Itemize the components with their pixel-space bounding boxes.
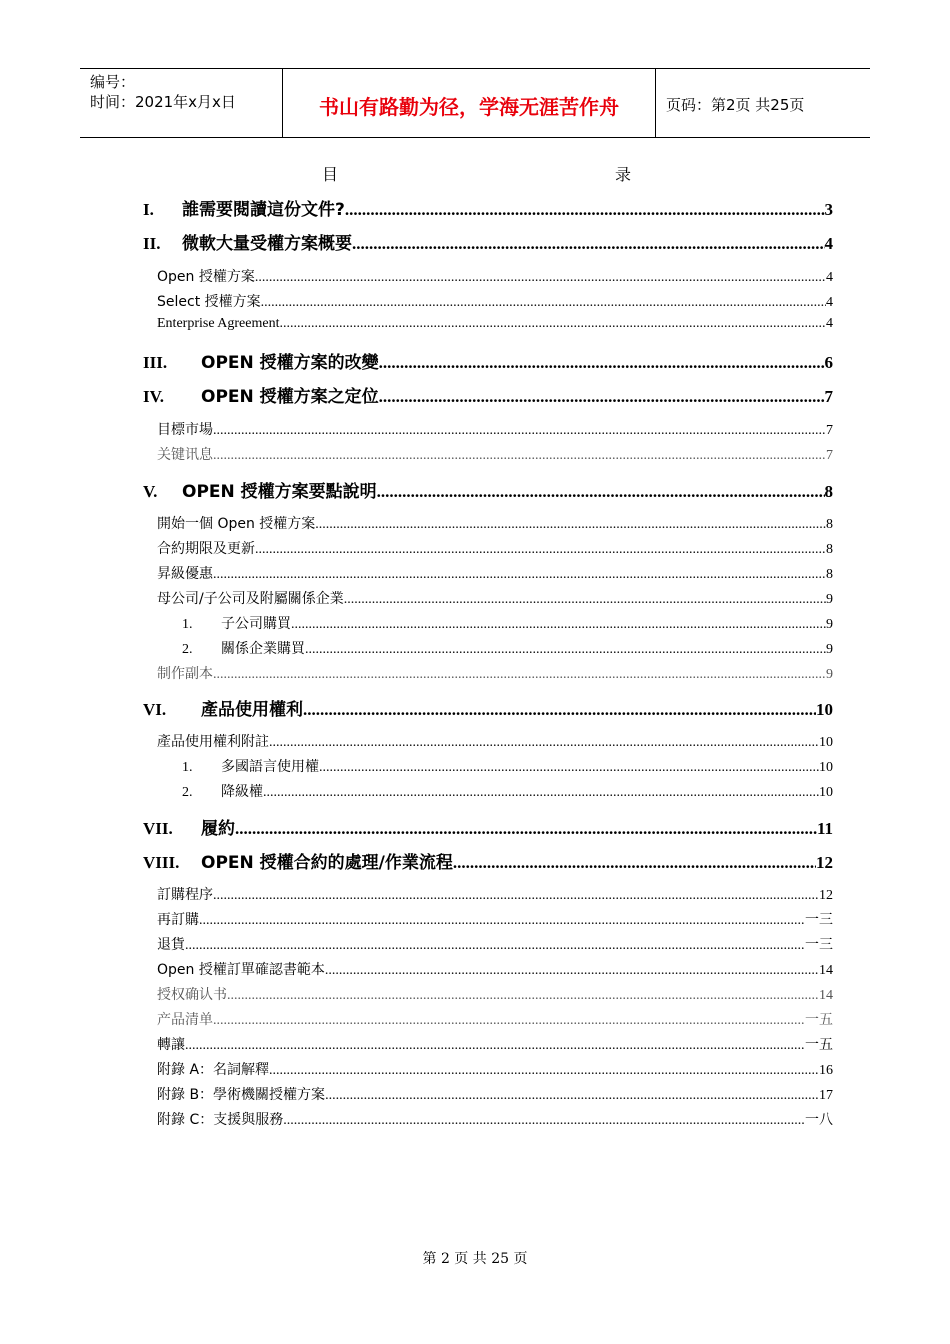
- toc-entry-title: Open 授權訂單確認書範本: [157, 962, 325, 978]
- toc-entry[interactable]: [157, 266, 833, 286]
- toc-entry-page: 12: [819, 888, 833, 903]
- toc-entry-title: Enterprise Agreement: [157, 316, 280, 331]
- toc-entry-number: IV.: [143, 387, 164, 406]
- toc-entry-page: 9: [826, 667, 833, 682]
- toc-entry-page: 14: [819, 963, 833, 978]
- toc-entry-page: 一三: [805, 937, 833, 953]
- toc-entry-title: 合約期限及更新: [157, 541, 255, 557]
- toc-heading-left: 目: [322, 165, 339, 184]
- toc-entry-title: 產品使用權利附註: [157, 734, 269, 750]
- toc-entry-title: 目標市場: [157, 422, 213, 438]
- toc-entry-page: 9: [826, 617, 833, 632]
- toc-entry-page: 8: [826, 567, 833, 582]
- toc-entry-title: OPEN 授權方案之定位: [201, 387, 379, 407]
- toc-entry-title: 降級權: [221, 784, 263, 800]
- toc-entry-title: 附錄 A：名詞解釋: [157, 1062, 270, 1078]
- toc-entry-page: 16: [819, 1063, 833, 1078]
- toc-entry-title: 再訂購: [157, 912, 199, 928]
- toc-entry[interactable]: [157, 663, 833, 683]
- toc-entry-title: 子公司購買: [221, 616, 291, 632]
- toc-entry[interactable]: [157, 1084, 833, 1104]
- toc-entry-page: 7: [824, 387, 833, 406]
- toc-entry-page: 10: [819, 760, 833, 775]
- toc-entry-number: 2.: [182, 642, 193, 657]
- toc-entry-page: 9: [826, 642, 833, 657]
- toc-entry-title: OPEN 授權方案要點說明: [182, 482, 377, 502]
- toc-entry-title: 訂購程序: [157, 887, 213, 903]
- page-footer: 第 2 页 共 25 页: [422, 1251, 528, 1267]
- toc-entry[interactable]: [157, 316, 833, 332]
- toc-entry-page: 4: [826, 295, 833, 310]
- toc-entry-page: 11: [816, 819, 833, 838]
- toc-entry[interactable]: [157, 1059, 833, 1079]
- toc-entry-title: 授权确认书: [157, 987, 227, 1003]
- toc-entry-title: 誰需要閱讀這份文件?: [182, 200, 345, 220]
- toc-entry-page: 一五: [805, 1037, 833, 1053]
- toc-entry[interactable]: [157, 444, 833, 464]
- toc-entry[interactable]: [157, 1109, 833, 1129]
- toc-entry[interactable]: [157, 291, 833, 311]
- code-label: 编号：: [90, 73, 136, 91]
- toc-entry[interactable]: [182, 613, 833, 633]
- toc-entry-page: 一五: [805, 1012, 833, 1028]
- toc-entry-title: 附錄 C：支援與服務: [157, 1112, 284, 1128]
- toc-entry[interactable]: [143, 382, 833, 407]
- toc-entry-page: 7: [826, 448, 833, 463]
- toc-entry-title: 產品使用權利: [201, 700, 303, 720]
- toc-entry-page: 一三: [805, 912, 833, 928]
- toc-entry[interactable]: [157, 419, 833, 439]
- toc-entry[interactable]: [157, 934, 833, 954]
- toc-entry-number: I.: [143, 200, 154, 219]
- toc-entry-page: 4: [826, 316, 833, 331]
- toc-entry-title: OPEN 授權合約的處理/作業流程: [201, 853, 453, 873]
- toc-entry-title: 微軟大量受權方案概要: [182, 234, 352, 254]
- toc-entry-title: Select 授權方案: [157, 294, 261, 310]
- toc-entry-page: 3: [824, 200, 833, 219]
- toc-entry[interactable]: [157, 884, 833, 904]
- toc-entry[interactable]: [182, 781, 833, 801]
- toc-entry[interactable]: [157, 538, 833, 558]
- toc-entry-title: 关键讯息: [157, 447, 213, 463]
- toc-entry[interactable]: [143, 848, 833, 873]
- toc-entry-title: OPEN 授權方案的改變: [201, 353, 379, 373]
- toc-entry[interactable]: [143, 348, 833, 373]
- toc-entry-page: 8: [824, 482, 833, 501]
- toc-entry-title: 轉讓: [157, 1037, 185, 1053]
- toc-entry[interactable]: [157, 588, 833, 608]
- page-info: 页码：第2页 共25页: [666, 96, 805, 114]
- toc-entry-title: 退貨: [157, 937, 185, 953]
- toc-entry-page: 12: [816, 853, 833, 872]
- time-label: 时间：2021年x月x日: [90, 93, 236, 111]
- toc-entry-title: Open 授權方案: [157, 269, 255, 285]
- toc-entry-number: 2.: [182, 785, 193, 800]
- toc-entry-number: 1.: [182, 617, 193, 632]
- header-center-cell: [282, 69, 656, 137]
- toc-entry-number: 1.: [182, 760, 193, 775]
- toc-entry-number: VIII.: [143, 853, 180, 872]
- toc-entry-page: 9: [826, 592, 833, 607]
- toc-entry-number: III.: [143, 353, 168, 372]
- toc-entry-number: VII.: [143, 819, 173, 838]
- toc-entry-title: 關係企業購買: [221, 641, 305, 657]
- toc-entry-page: 7: [826, 423, 833, 438]
- toc-entry-title: 履約: [201, 819, 235, 839]
- document-header: [80, 68, 870, 138]
- toc-entry-number: II.: [143, 234, 161, 253]
- header-left-cell: [80, 69, 282, 137]
- toc-entry-title: 制作副本: [157, 666, 213, 682]
- toc-entry-page: 4: [826, 270, 833, 285]
- toc-entry-title: 产品清单: [157, 1012, 213, 1028]
- toc-entry[interactable]: [143, 195, 833, 220]
- toc-entry-page: 10: [816, 700, 833, 719]
- toc-entry[interactable]: [157, 984, 833, 1004]
- toc-entry-title: 母公司/子公司及附屬關係企業: [157, 591, 344, 607]
- toc-entry-page: 4: [824, 234, 833, 253]
- toc-entry-number: V.: [143, 482, 158, 501]
- toc-entry[interactable]: [182, 638, 833, 658]
- toc-entry-number: VI.: [143, 700, 167, 719]
- toc-entry[interactable]: [157, 1034, 833, 1054]
- toc-entry-page: 17: [819, 1088, 833, 1103]
- toc-entry-page: 6: [824, 353, 833, 372]
- toc-entry-page: 10: [819, 785, 833, 800]
- toc-entry-title: 昇級優惠: [157, 566, 213, 582]
- toc-entry[interactable]: [143, 477, 833, 502]
- toc-entry[interactable]: [157, 1009, 833, 1029]
- toc-entry[interactable]: [157, 959, 833, 979]
- toc-entry[interactable]: [143, 229, 833, 254]
- motto-text: 书山有路勤为径，学海无涯苦作舟: [319, 95, 619, 119]
- toc-entry-page: 8: [826, 542, 833, 557]
- toc-entry-page: 10: [819, 735, 833, 750]
- toc-entry-page: 14: [819, 988, 833, 1003]
- toc-entry-title: 附錄 B：學術機關授權方案: [157, 1087, 326, 1103]
- toc-entry[interactable]: [157, 909, 833, 929]
- toc-entry-page: 8: [826, 517, 833, 532]
- toc-entry[interactable]: [157, 563, 833, 583]
- toc-entry-page: 一八: [805, 1112, 833, 1128]
- toc-entry[interactable]: [157, 513, 833, 533]
- toc-entry-title: 多國語言使用權: [221, 759, 319, 775]
- toc-entry[interactable]: [157, 731, 833, 751]
- header-right-cell: [656, 69, 870, 137]
- toc-entry[interactable]: [143, 814, 833, 839]
- toc-entry[interactable]: [143, 695, 833, 720]
- toc-entry[interactable]: [182, 756, 833, 776]
- toc-heading-right: 录: [615, 165, 632, 184]
- toc-entry-title: 開始一個 Open 授權方案: [157, 516, 316, 532]
